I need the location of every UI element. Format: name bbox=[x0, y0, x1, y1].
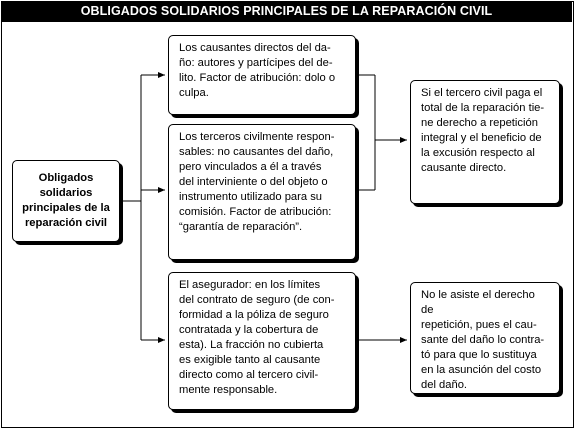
main-node-text: Obligados solidarios principales de la reparación civil bbox=[22, 172, 110, 229]
node-tercero-civil-paga-text: Si el tercero civil paga el total de la reparación tie- ne derecho a repetición integral y el beneficio de la excusión respecto al causante directo. bbox=[421, 87, 545, 174]
node-asegurador bbox=[168, 272, 356, 410]
diagram-title: OBLIGADOS SOLIDARIOS PRINCIPALES DE LA REPARACIÓN CIVIL bbox=[1, 1, 572, 22]
node-causantes-directos bbox=[168, 35, 356, 115]
main-node bbox=[12, 160, 120, 242]
node-tercero-civil-paga bbox=[410, 80, 560, 204]
node-no-asiste-text: No le asiste el derecho de repetición, pues el cau- sante del daño lo contra- tó para que lo sustituya en la asunción del costo del daño. bbox=[421, 289, 545, 391]
node-causantes-directos-text: Los causantes directos del da- ño: autores y partícipes del de- lito. Factor de atribución: dolo o culpa. bbox=[179, 42, 336, 99]
node-terceros-text: Los terceros civilmente respon- sables: no causantes del daño, pero vinculados a él a través del interviniente o del objeto o instrumento utilizado para su comisión. Factor de atribución: “garantía de reparación”. bbox=[179, 131, 335, 233]
node-asegurador-text: El asegurador: en los límites del contrato de seguro (de con- formidad a la póliza de seguro contratada y la cobertura de esta). La fracción no cubierta es exigible tanto al causante directo como al tercero civil- mente responsable. bbox=[179, 279, 335, 396]
node-no-asiste-repeticion bbox=[410, 282, 560, 394]
node-terceros-civilmente-responsables bbox=[168, 124, 356, 260]
